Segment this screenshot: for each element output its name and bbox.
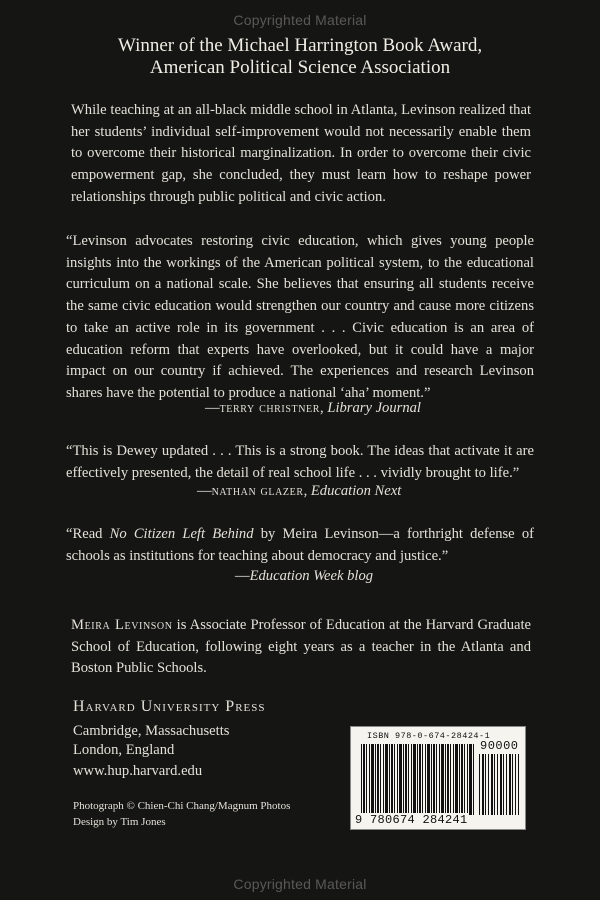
watermark-bottom: Copyrighted Material [233, 876, 367, 892]
publisher-city-2: London, England [73, 742, 175, 758]
quote-text-after: by Meira Levinson—a forthright defense of schools as institutions for teaching about democracy and justice.” [66, 526, 534, 564]
author-bio-text: is Associate Professor of Education at the Harvard Graduate School of Education, following eight years as a teacher in the Atlanta and Boston Public Schools. [71, 617, 532, 677]
attribution-dash: — [205, 400, 220, 416]
quote-education-next: “This is Dewey updated . . . This is a strong book. The ideas that activate it are effectively presented, the detail of real school life . . . vividly brought to life.” [66, 443, 534, 481]
quote-education-week [66, 524, 534, 567]
publisher-city: Cambridge, Massachusetts [73, 723, 230, 739]
attribution-separator: , [303, 483, 311, 499]
attribution-source: Education Next [310, 483, 402, 499]
ean-number: 9 780674 284241 [355, 813, 468, 827]
publisher-url: www.hup.harvard.edu [73, 763, 203, 779]
photo-credit: Photograph © Chien-Chi Chang/Magnum Photos [73, 800, 291, 812]
attribution-dash: — [197, 483, 212, 499]
intro-paragraph: While teaching at an all-black middle school in Atlanta, Levinson realized that her students’ individual self-improvement would not necessarily enable them to overcome their historical marginalization. In order to overcome their civic empowerment gap, she concluded, they must learn how to reshape power relationships through public political and civic action. [71, 102, 531, 205]
price-code: 90000 [480, 739, 519, 753]
isbn-barcode [350, 726, 526, 830]
quote-library-journal: “Levinson advocates restoring civic education, which gives young people insights into the workings of the American political system, to the educational curriculum on a national scale. She believes that ensuring all students receive the same civic education would strengthen our country and cause more citizens to take an active role in its government . . . Civic education is an area of education reform that experts have overlooked, but it could have a major impact on our country if achieved. The experiences and research Levinson shares have the potential to produce a national ‘aha’ moment.” [66, 233, 534, 401]
barcode-addon-bars [479, 754, 519, 815]
attribution-author: terry christner [219, 400, 321, 416]
attribution-dash: — [235, 568, 250, 584]
attribution-library-journal [205, 398, 421, 418]
award-line-2: American Political Science Association [149, 57, 451, 78]
attribution-source: Library Journal [327, 400, 421, 416]
publisher-name: Harvard University Press [73, 698, 266, 715]
isbn-label: ISBN 978-0-674-28424-1 [367, 731, 491, 741]
award-heading [0, 35, 600, 79]
author-bio [71, 615, 531, 680]
award-line-1: Winner of the Michael Harrington Book Award, [117, 35, 483, 56]
attribution-education-week [235, 566, 373, 586]
attribution-education-next [197, 481, 401, 501]
book-title: No Citizen Left Behind [109, 526, 254, 542]
author-name: Meira Levinson [71, 617, 173, 633]
attribution-separator: , [320, 400, 328, 416]
watermark-top: Copyrighted Material [233, 12, 367, 28]
quote-text-before: “Read [66, 526, 110, 542]
barcode-bars [361, 744, 475, 815]
attribution-author: nathan glazer [211, 483, 304, 499]
attribution-source: Education Week blog [249, 568, 374, 584]
design-credit: Design by Tim Jones [73, 816, 166, 828]
